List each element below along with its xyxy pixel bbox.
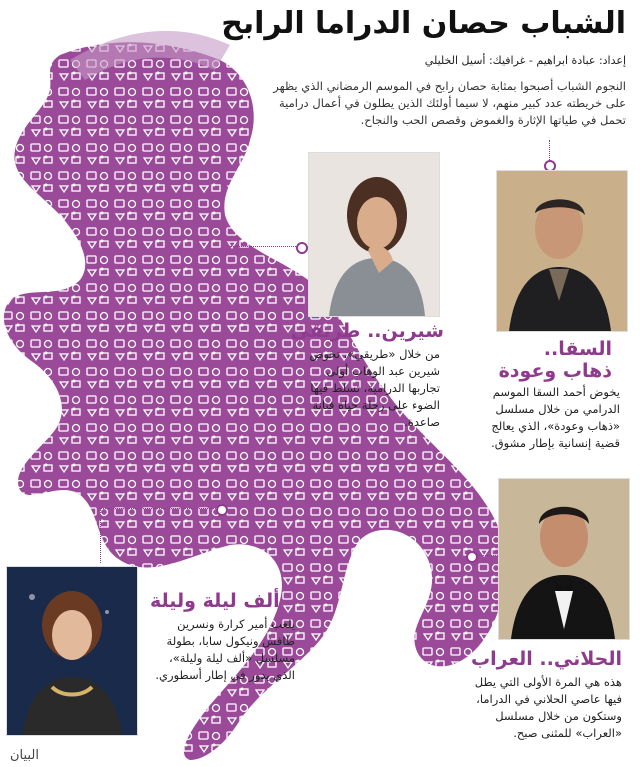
shereen-photo (308, 152, 440, 317)
page-title: الشباب حصان الدراما الرابح (221, 6, 626, 41)
credits-line: إعداد: عبادة ابراهيم - غرافيك: أسيل الخليلي (424, 54, 626, 67)
helani-desc: هذه هي المرة الأولى التي يطل فيها عاصي الحلاني في الدراما، وستكون من خلال مسلسل «العراب» للمثنى صبح. (474, 675, 622, 740)
intro-paragraph: النجوم الشباب أصبحوا بمثابة حصان رابح في الموسم الرمضاني الذي يظهر على خريطته عدد كبير منهم، لا سيما أولئك الذين يطلون في أعمال درامية تحمل في طياتها الإثارة والغموض وقصص الحب والنجاح. (273, 79, 626, 127)
helani-photo (498, 478, 630, 640)
connector-dot-alf (216, 504, 228, 516)
publication-logo: البيان (10, 748, 39, 763)
connector-dot-helani (466, 551, 478, 563)
alf-layla-desc: يلعب أمير كرارة ونسرين طافش ونيكول سابا، بطولة مسلسل «ألف ليلة وليلة»، الذي يدور في إطار أسطوري. (155, 617, 295, 682)
helani-name: الحلاني.. العراب (471, 648, 622, 670)
connector-shereen (230, 246, 300, 247)
alf-layla-photo (6, 566, 138, 736)
saqqa-name-line1: السقا.. (543, 338, 612, 360)
shereen-name: شيرين.. طريقي (290, 320, 444, 342)
connector-dot-shereen (296, 242, 308, 254)
saqqa-photo (496, 170, 628, 332)
alf-layla-name: ألف ليلة وليلة (150, 590, 280, 612)
saqqa-desc: يخوض أحمد السقا الموسم الدرامي من خلال مسلسل «ذهاب وعودة»، الذي يعالج قضية إنسانية بإطار مشوق. (491, 385, 620, 450)
connector-alf-vert (100, 508, 101, 563)
connector-alf (100, 508, 220, 509)
saqqa-name-line2: ذهاب وعودة (498, 360, 612, 382)
shereen-desc: من خلال «طريقي»، تخوض شيرين عبد الوهاب أولى تجاربها الدرامية، تسلط فيها الضوء على رحلة حياة فنانة صاعدة. (309, 347, 440, 429)
